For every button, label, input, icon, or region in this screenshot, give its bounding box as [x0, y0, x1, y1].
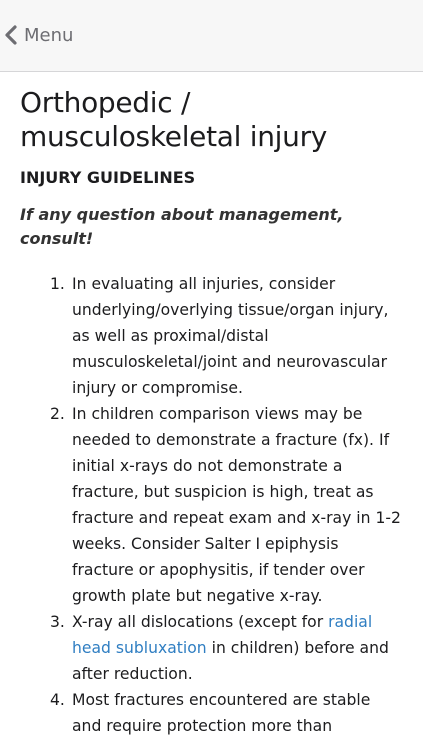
guideline-item	[20, 271, 403, 401]
radial-head-subluxation-link[interactable]: radial head subluxation	[72, 613, 373, 657]
guideline-item	[20, 609, 403, 687]
section-heading: INJURY GUIDELINES	[20, 168, 196, 187]
guideline-text: In evaluating all injuries, consider underlying/overlying tissue/organ injury, as well as proximal/distal musculoskeletal/joint and neurovascular injury or compromise.	[72, 275, 389, 397]
guideline-number: 4.	[50, 691, 65, 709]
guideline-list	[20, 271, 403, 739]
guideline-item	[20, 687, 403, 739]
back-button[interactable]	[4, 22, 73, 48]
consult-callout: If any question about management, consult!	[20, 205, 344, 248]
article-content	[0, 72, 423, 739]
guideline-text-after-link: in children) before and after reduction.	[72, 639, 389, 683]
guideline-text: Most fractures encountered are stable and require protection more than	[72, 691, 371, 735]
back-button-label: Menu	[24, 24, 74, 46]
guideline-item	[20, 401, 403, 609]
guideline-text	[72, 609, 403, 687]
page-title: Orthopedic / musculoskeletal injury	[20, 86, 328, 153]
navigation-bar	[0, 0, 423, 72]
guideline-text: In children comparison views may be needed to demonstrate a fracture (fx). If initial x-rays do not demonstrate a fracture, but suspicion is high, treat as fracture and repeat exam and x-ray in 1-2 weeks. Consider Salter I epiphysis fracture or apophysitis, if tender over growth plate but negative x-ray.	[72, 405, 401, 605]
guideline-number: 3.	[50, 613, 65, 631]
chevron-left-icon	[4, 25, 18, 45]
guideline-number: 1.	[50, 275, 65, 293]
guideline-text-before-link: X-ray all dislocations (except for	[72, 613, 329, 631]
guideline-number: 2.	[50, 405, 65, 423]
